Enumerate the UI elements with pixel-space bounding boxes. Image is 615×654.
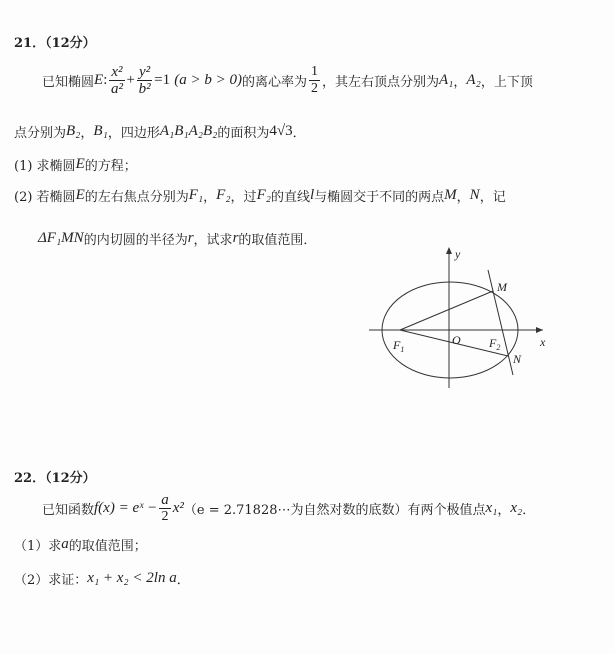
var: r	[187, 230, 194, 246]
label-y: y	[455, 247, 461, 261]
var-E: E	[94, 71, 104, 88]
q21-header: 21．（12分）	[14, 36, 96, 51]
label-F2	[488, 336, 500, 352]
var: ΔF₁MN	[38, 230, 84, 246]
label-M: M	[497, 280, 507, 294]
text: ，记	[479, 190, 506, 205]
y-arrow-icon	[446, 247, 452, 254]
text: 的取值范围．	[238, 233, 317, 248]
condition: (a > b > 0)	[174, 71, 242, 88]
function-expr: f(x) = eˣ −	[94, 499, 158, 516]
var: r	[232, 230, 239, 246]
text: ，	[203, 190, 217, 205]
var-E: E	[75, 156, 85, 172]
var: A₁B₁A₂B₂	[159, 123, 218, 139]
label-N: N	[513, 352, 522, 366]
var: A₂	[466, 71, 481, 88]
num: a	[161, 491, 169, 508]
text: 的取值范围；	[68, 539, 147, 554]
F: F	[393, 338, 401, 352]
text: （2）求证：	[14, 573, 88, 588]
text: 已知椭圆	[42, 74, 95, 90]
x-arrow-icon	[536, 327, 543, 333]
text: ，	[456, 190, 470, 205]
text: 与椭圆交于不同的两点	[314, 190, 445, 205]
text: ，	[453, 74, 467, 90]
var: x²	[172, 499, 184, 516]
text: ．	[176, 573, 190, 588]
text: 的方程；	[84, 159, 137, 174]
text: ，上下顶	[480, 74, 533, 90]
fraction-a-2	[159, 492, 171, 525]
text: （e = 2.71828⋯为自然对数的底数）有两个极值点	[183, 502, 486, 518]
label-x: x	[540, 335, 546, 349]
var: N	[469, 187, 480, 203]
var-E: E	[75, 187, 85, 203]
text: ，	[80, 126, 94, 141]
text: 的左右焦点分别为	[84, 190, 189, 205]
var: x₂	[510, 499, 523, 516]
q22-intro	[42, 490, 535, 526]
text: 的直线	[270, 190, 310, 205]
sub: 1	[400, 345, 405, 354]
var: l	[309, 187, 315, 203]
q22-header: 22．（12分）	[14, 471, 96, 486]
text: 点分别为	[14, 126, 67, 141]
var: F₂	[216, 187, 231, 203]
text: ，其左右顶点分别为	[322, 74, 440, 90]
text: （1）求	[14, 539, 62, 554]
text: 的内切圆的半径为	[83, 233, 188, 248]
text: ．	[522, 502, 536, 518]
label-F1	[392, 338, 404, 354]
var: a	[61, 536, 69, 552]
num: 1	[311, 63, 318, 79]
var: B₂	[66, 123, 81, 139]
den: 2	[311, 80, 318, 96]
label-O: O	[452, 333, 461, 347]
den: 2	[161, 508, 169, 524]
text: (2) 若椭圆	[14, 190, 76, 205]
text: ．	[292, 126, 306, 141]
area-value: 4√3	[269, 123, 293, 139]
inequality: x₁ + x₂ < 2ln a	[87, 570, 177, 586]
var: x₁	[485, 499, 498, 516]
text: +	[126, 71, 135, 88]
text: =1	[154, 71, 171, 88]
var: M	[444, 187, 457, 203]
text: 的离心率为	[241, 74, 307, 90]
segment-F1M	[400, 291, 493, 330]
q22-part2	[14, 569, 190, 588]
num: x²	[111, 63, 123, 80]
text: 已知函数	[42, 502, 95, 518]
den: b²	[138, 80, 151, 97]
var: F₁	[188, 187, 204, 203]
text: ，四边形	[107, 126, 160, 141]
text: (1) 求椭圆	[14, 159, 76, 174]
var: F₂	[256, 187, 271, 203]
den: a²	[110, 80, 123, 97]
var: B₁	[93, 123, 108, 139]
var: A₁	[439, 71, 454, 88]
q22-part1	[14, 535, 147, 554]
text: :	[103, 71, 108, 88]
text: 的面积为	[217, 126, 270, 141]
F: F	[489, 336, 497, 350]
sub: 2	[496, 343, 501, 352]
text: ，过	[230, 190, 257, 205]
text: ，试求	[193, 233, 233, 248]
text: ，	[497, 502, 511, 518]
num: y²	[138, 63, 151, 80]
